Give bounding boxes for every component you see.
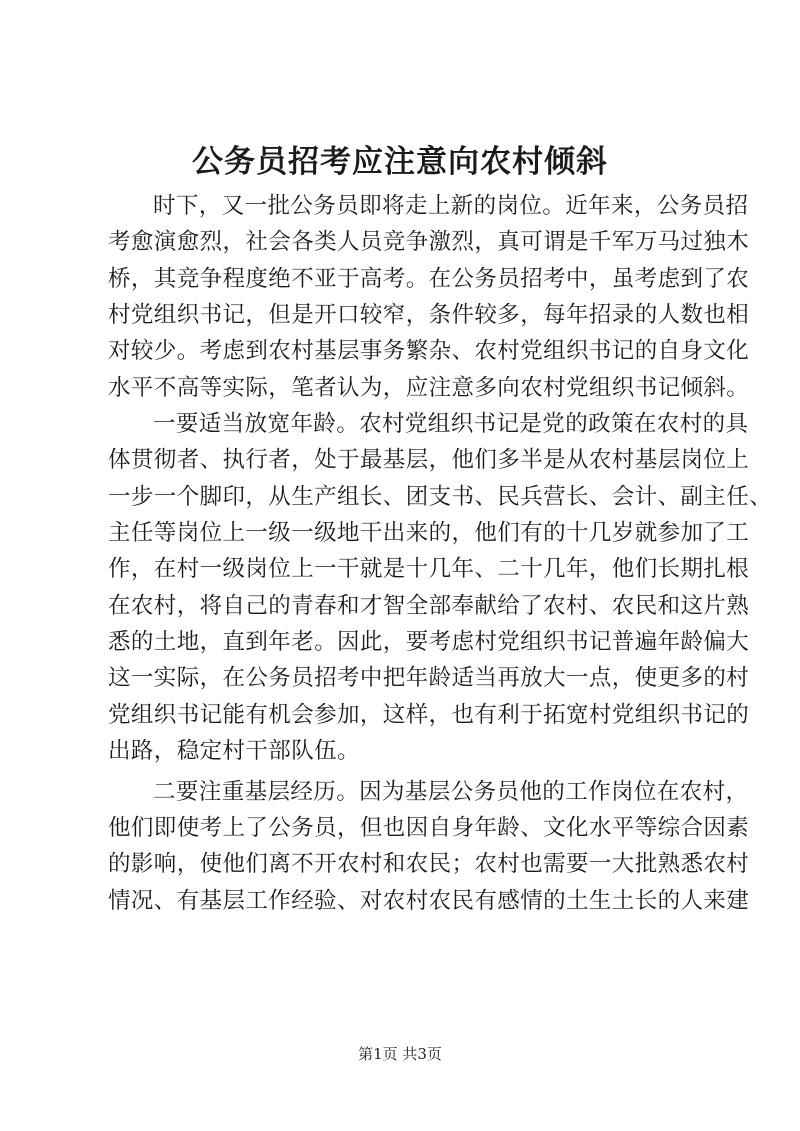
document-body (108, 188, 773, 919)
text-line: 在农村，将自己的青春和才智全部奉献给了农村、农民和这片熟 (108, 592, 750, 619)
text-line: 对较少。考虑到农村基层事务繁杂、农村党组织书记的自身文化 (108, 338, 750, 365)
text-line: 作，在村一级岗位上一干就是十几年、二十几年，他们长期扎根 (108, 556, 750, 583)
text-line: 这一实际，在公务员招考中把年龄适当再放大一点，使更多的村 (108, 665, 750, 692)
text-line: 体贯彻者、执行者，处于最基层，他们多半是从农村基层岗位上 (108, 447, 750, 474)
text-line: 一步一个脚印，从生产组长、团支书、民兵营长、会计、副主任、 (108, 483, 773, 510)
text-line: 出路，稳定村干部队伍。 (108, 738, 360, 765)
text-line: 一要适当放宽年龄。农村党组织书记是党的政策在农村的具 (153, 411, 749, 438)
text-line: 桥，其竞争程度绝不亚于高考。在公务员招考中，虽考虑到了农 (108, 265, 750, 292)
text-line: 考愈演愈烈，社会各类人员竞争激烈，真可谓是千军万马过独木 (108, 229, 750, 256)
text-line: 的影响，使他们离不开农村和农民；农村也需要一大批熟悉农村 (108, 851, 750, 878)
text-line: 二要注重基层经历。因为基层公务员他的工作岗位在农村， (153, 778, 749, 805)
text-line: 悉的土地，直到年老。因此，要考虑村党组织书记普遍年龄偏大 (108, 629, 750, 656)
text-line: 时下，又一批公务员即将走上新的岗位。近年来，公务员招 (153, 193, 749, 219)
document-title: 公务员招考应注意向农村倾斜 (192, 144, 608, 180)
text-line: 他们即使考上了公务员，但也因自身年龄、文化水平等综合因素 (108, 814, 750, 841)
page-number-footer: 第1页 共3页 (358, 1045, 442, 1063)
paragraph (108, 406, 773, 769)
text-line: 党组织书记能有机会参加，这样，也有利于拓宽村党组织书记的 (108, 701, 750, 728)
text-line: 水平不高等实际，笔者认为，应注意多向农村党组织书记倾斜。 (108, 374, 750, 401)
text-line: 村党组织书记，但是开口较窄，条件较多，每年招录的人数也相 (108, 302, 750, 329)
paragraph (108, 774, 750, 919)
text-line: 主任等岗位上一级一级地干出来的，他们有的十几岁就参加了工 (108, 520, 750, 547)
paragraph (108, 188, 750, 406)
text-line: 情况、有基层工作经验、对农村农民有感情的土生土长的人来建 (108, 887, 750, 914)
